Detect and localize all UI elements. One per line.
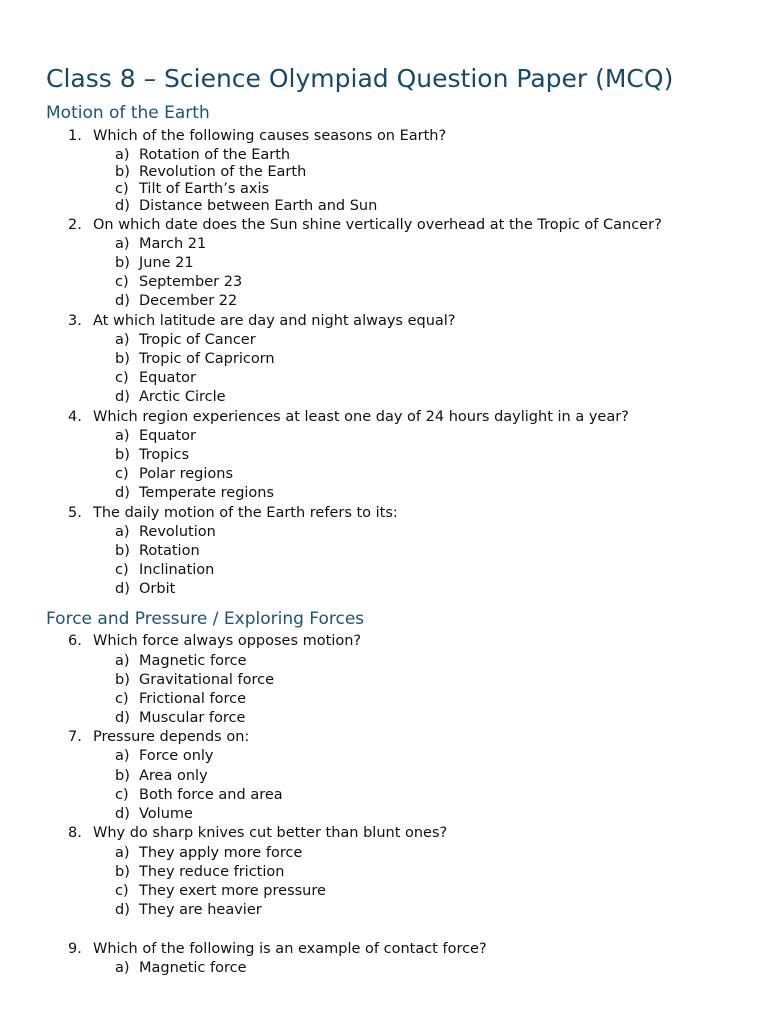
option-text: Temperate regions — [139, 485, 275, 501]
option-letter: a) — [115, 147, 130, 163]
option-item — [0, 542, 768, 561]
option-text: Rotation of the Earth — [139, 147, 291, 163]
option-item — [0, 254, 768, 273]
option-letter: a) — [115, 236, 130, 252]
option-text: Magnetic force — [139, 960, 247, 976]
option-item — [0, 331, 768, 350]
question-text: Which of the following causes seasons on Earth? — [93, 128, 447, 144]
question-number: 7. — [68, 729, 82, 745]
option-letter: c) — [115, 466, 129, 482]
option-letter: c) — [115, 274, 129, 290]
option-letter: d) — [115, 198, 130, 214]
question-text: Which force always opposes motion? — [93, 633, 362, 649]
option-item — [0, 844, 768, 863]
option-letter: b) — [115, 351, 130, 367]
document-title: Class 8 – Science Olympiad Question Paper (MCQ) — [46, 64, 674, 93]
option-letter: b) — [115, 543, 130, 559]
option-item — [0, 671, 768, 690]
question-number: 5. — [68, 505, 82, 521]
option-text: They exert more pressure — [139, 883, 326, 899]
question-number: 2. — [68, 217, 82, 233]
option-letter: a) — [115, 524, 130, 540]
option-item — [0, 523, 768, 542]
option-text: Inclination — [139, 562, 215, 578]
option-item — [0, 580, 768, 599]
option-text: Tropics — [139, 447, 189, 463]
option-text: Force only — [139, 748, 214, 764]
question-number: 8. — [68, 825, 82, 841]
option-text: Muscular force — [139, 710, 246, 726]
option-text: Distance between Earth and Sun — [139, 198, 378, 214]
question-number: 6. — [68, 633, 82, 649]
option-letter: c) — [115, 370, 129, 386]
option-text: Equator — [139, 370, 196, 386]
option-item — [0, 446, 768, 465]
option-text: Tropic of Cancer — [139, 332, 256, 348]
option-item — [0, 882, 768, 901]
question-text: On which date does the Sun shine vertically overhead at the Tropic of Cancer? — [93, 217, 662, 233]
option-item — [0, 747, 768, 766]
option-letter: a) — [115, 332, 130, 348]
option-text: June 21 — [139, 255, 194, 271]
question-4 — [0, 408, 768, 427]
question-number: 4. — [68, 409, 82, 425]
option-item — [0, 235, 768, 254]
option-letter: a) — [115, 653, 130, 669]
option-text: Arctic Circle — [139, 389, 226, 405]
option-letter: b) — [115, 864, 130, 880]
option-text: Tilt of Earth’s axis — [139, 181, 270, 197]
option-letter: d) — [115, 389, 130, 405]
option-letter: c) — [115, 691, 129, 707]
option-text: Area only — [139, 768, 208, 784]
option-item — [0, 959, 768, 978]
question-2 — [0, 216, 768, 235]
question-text: Which of the following is an example of contact force? — [93, 941, 487, 957]
option-text: Both force and area — [139, 787, 283, 803]
option-text: September 23 — [139, 274, 243, 290]
question-9 — [0, 940, 768, 959]
option-item — [0, 369, 768, 388]
section-heading-force-and-pressure: Force and Pressure / Exploring Forces — [46, 609, 365, 629]
question-1 — [0, 127, 768, 146]
option-letter: d) — [115, 806, 130, 822]
option-item — [0, 292, 768, 311]
option-item — [0, 561, 768, 580]
question-5 — [0, 504, 768, 523]
option-letter: a) — [115, 748, 130, 764]
option-letter: d) — [115, 293, 130, 309]
option-letter: d) — [115, 710, 130, 726]
question-text: The daily motion of the Earth refers to its: — [93, 505, 398, 521]
question-text: Why do sharp knives cut better than blunt ones? — [93, 825, 448, 841]
option-letter: a) — [115, 428, 130, 444]
option-text: Polar regions — [139, 466, 233, 482]
option-item — [0, 484, 768, 503]
option-letter: c) — [115, 883, 129, 899]
option-text: December 22 — [139, 293, 238, 309]
option-letter: d) — [115, 485, 130, 501]
question-number: 1. — [68, 128, 82, 144]
option-text: Frictional force — [139, 691, 247, 707]
option-text: Revolution — [139, 524, 216, 540]
option-text: Tropic of Capricorn — [139, 351, 275, 367]
option-text: Orbit — [139, 581, 176, 597]
option-item — [0, 767, 768, 786]
question-8 — [0, 824, 768, 843]
question-text: Pressure depends on: — [93, 729, 250, 745]
option-item — [0, 805, 768, 824]
option-text: Volume — [139, 806, 193, 822]
question-3 — [0, 312, 768, 331]
option-text: They apply more force — [139, 845, 303, 861]
option-letter: c) — [115, 562, 129, 578]
option-letter: b) — [115, 255, 130, 271]
option-text: Gravitational force — [139, 672, 275, 688]
option-letter: b) — [115, 768, 130, 784]
question-7 — [0, 728, 768, 747]
option-item — [0, 388, 768, 407]
option-letter: a) — [115, 960, 130, 976]
question-number: 9. — [68, 941, 82, 957]
option-item — [0, 652, 768, 671]
option-item — [0, 350, 768, 369]
option-item — [0, 786, 768, 805]
option-letter: a) — [115, 845, 130, 861]
option-letter: c) — [115, 181, 129, 197]
option-item — [0, 273, 768, 292]
option-item — [0, 709, 768, 728]
option-item — [0, 197, 768, 216]
option-letter: d) — [115, 581, 130, 597]
option-text: They are heavier — [139, 902, 262, 918]
question-text: At which latitude are day and night always equal? — [93, 313, 456, 329]
option-item — [0, 427, 768, 446]
section-heading-motion-of-the-earth: Motion of the Earth — [46, 103, 210, 123]
option-item — [0, 863, 768, 882]
option-item — [0, 690, 768, 709]
option-text: They reduce friction — [139, 864, 285, 880]
option-text: Magnetic force — [139, 653, 247, 669]
option-letter: b) — [115, 164, 130, 180]
question-6 — [0, 632, 768, 651]
option-item — [0, 901, 768, 920]
question-number: 3. — [68, 313, 82, 329]
question-text: Which region experiences at least one day of 24 hours daylight in a year? — [93, 409, 629, 425]
option-item — [0, 465, 768, 484]
option-text: Revolution of the Earth — [139, 164, 307, 180]
option-text: Equator — [139, 428, 196, 444]
option-letter: b) — [115, 672, 130, 688]
option-letter: c) — [115, 787, 129, 803]
option-letter: d) — [115, 902, 130, 918]
option-text: Rotation — [139, 543, 200, 559]
option-letter: b) — [115, 447, 130, 463]
option-text: March 21 — [139, 236, 207, 252]
